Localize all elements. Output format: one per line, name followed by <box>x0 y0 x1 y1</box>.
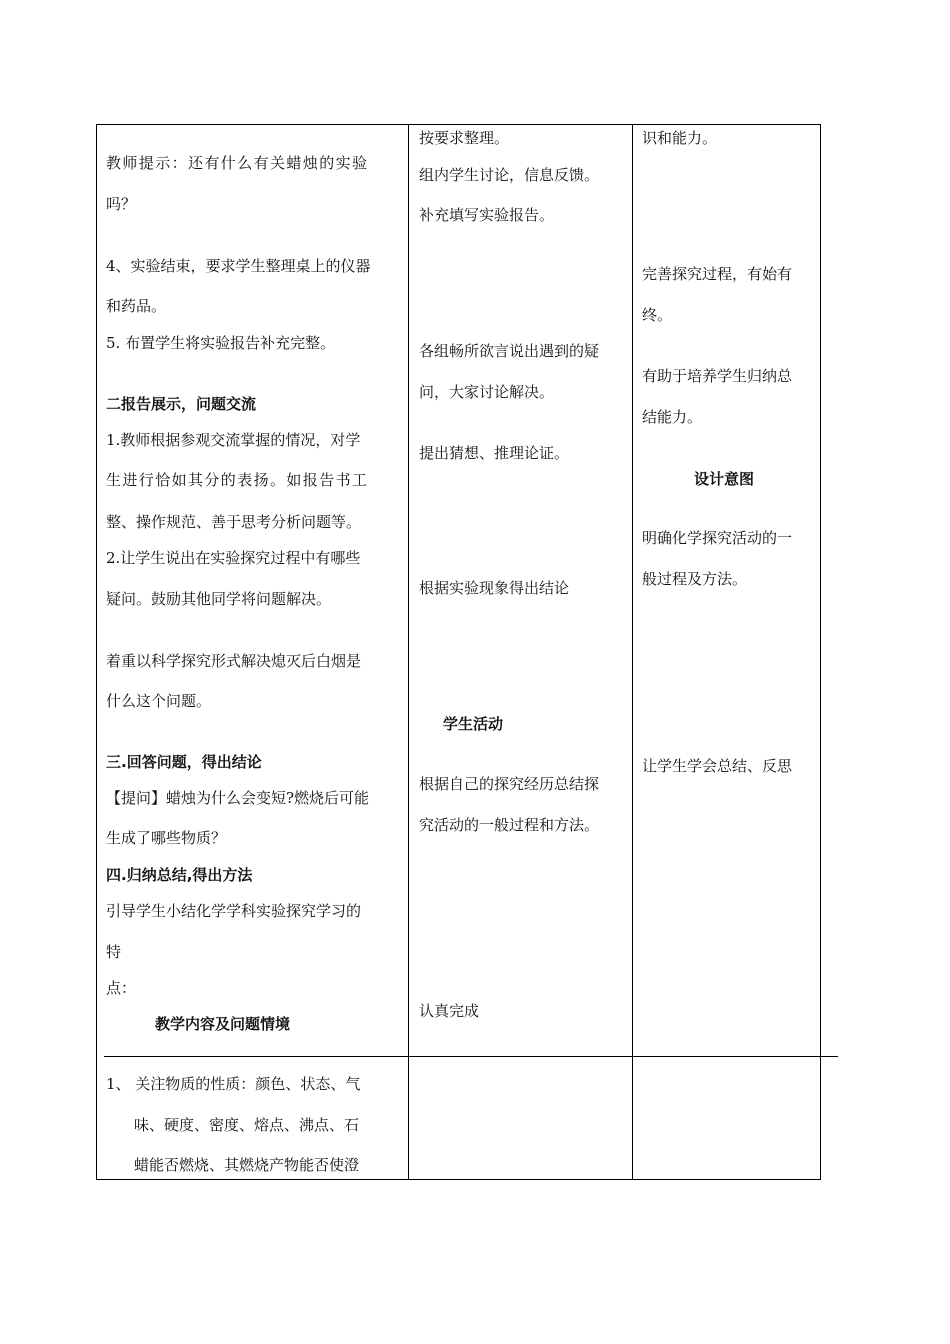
column-divider-1 <box>408 124 409 1180</box>
col1-text: 5. 布置学生将实验报告补充完整。 <box>106 334 336 352</box>
col3-text: 终。 <box>642 306 673 324</box>
col3-text: 让学生学会总结、反思 <box>642 757 793 775</box>
col1-text: 什么这个问题。 <box>106 692 212 710</box>
col1-text: 生进行恰如其分的表扬。如报告书工 <box>106 471 369 489</box>
col3-text: 般过程及方法。 <box>642 570 748 588</box>
col2-text: 补充填写实验报告。 <box>419 206 555 224</box>
col3-text: 识和能力。 <box>642 129 718 147</box>
row2-text: 1、 关注物质的性质：颜色、状态、气 <box>106 1075 361 1093</box>
col2-text: 根据自己的探究经历总结探 <box>419 775 600 793</box>
col2-text: 问，大家讨论解决。 <box>419 383 555 401</box>
table-left-border <box>96 124 97 1180</box>
col1-text: 教师提示：还有什么有关蜡烛的实验 <box>106 154 369 172</box>
row2-text: 蜡能否燃烧、其燃烧产物能否使澄 <box>134 1156 360 1174</box>
col2-text: 组内学生讨论，信息反馈。 <box>419 166 600 184</box>
col1-text: 点： <box>106 979 137 997</box>
col1-text: 【提问】蜡烛为什么会变短?燃烧后可能 <box>106 789 370 807</box>
col1-text: 整、操作规范、善于思考分析问题等。 <box>106 513 362 531</box>
column-heading: 学生活动 <box>443 715 504 733</box>
col1-text: 特 <box>106 943 122 961</box>
row-divider <box>104 1056 838 1057</box>
col2-text: 各组畅所欲言说出遇到的疑 <box>419 342 600 360</box>
col2-text: 根据实验现象得出结论 <box>419 579 570 597</box>
col3-text: 有助于培养学生归纳总 <box>642 367 793 385</box>
col1-text: 生成了哪些物质？ <box>106 829 227 847</box>
col2-text: 认真完成 <box>419 1002 480 1020</box>
col1-text: 疑问。鼓励其他同学将问题解决。 <box>106 590 332 608</box>
col1-text: 2.让学生说出在实验探究过程中有哪些 <box>106 549 361 567</box>
col1-text: 和药品。 <box>106 297 167 315</box>
col3-text: 结能力。 <box>642 408 703 426</box>
col3-text: 明确化学探究活动的一 <box>642 529 793 547</box>
col2-text: 提出猜想、推理论证。 <box>419 444 570 462</box>
col1-text: 1.教师根据参观交流掌握的情况，对学 <box>106 431 361 449</box>
col1-text: 吗？ <box>106 195 137 213</box>
col1-text: 4、实验结束，要求学生整理桌上的仪器 <box>106 257 371 275</box>
col3-text: 完善探究过程，有始有 <box>642 265 793 283</box>
col2-text: 按要求整理。 <box>419 129 510 147</box>
col2-text: 究活动的一般过程和方法。 <box>419 816 600 834</box>
col1-text: 着重以科学探究形式解决熄灭后白烟是 <box>106 652 362 670</box>
table-top-border <box>96 124 821 125</box>
table-bottom-border <box>96 1179 821 1180</box>
section-heading: 四.归纳总结,得出方法 <box>106 866 253 884</box>
col1-text: 引导学生小结化学学科实验探究学习的 <box>106 902 362 920</box>
row2-text: 味、硬度、密度、熔点、沸点、石 <box>134 1116 360 1134</box>
section-heading: 二报告展示，问题交流 <box>106 395 257 413</box>
column-heading: 教学内容及问题情境 <box>155 1015 291 1033</box>
column-heading: 设计意图 <box>694 470 755 488</box>
table-right-border <box>820 124 821 1180</box>
section-heading: 三.回答问题，得出结论 <box>106 753 262 771</box>
column-divider-2 <box>632 124 633 1180</box>
